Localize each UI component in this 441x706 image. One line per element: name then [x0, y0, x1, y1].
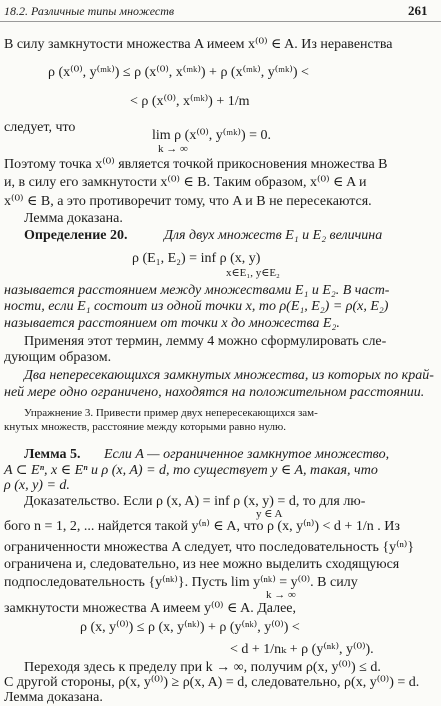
formula-line: < ρ (x⁽⁰⁾, x⁽ᵐᵏ⁾) + 1/m	[130, 94, 250, 109]
formula-subscript: x∈E₁, y∈E₂	[226, 267, 280, 279]
page-number: 261	[408, 3, 428, 18]
text-line: В силу замкнутости множества A имеем x⁽⁰⁾ ∈ A. Из неравенства	[4, 37, 393, 52]
formula-line: lim ρ (x⁽⁰⁾, y⁽ᵐᵏ⁾) = 0.	[152, 128, 271, 143]
formula-line: ρ (E₁, E₂) = inf ρ (x, y)	[132, 251, 261, 266]
text-line: замкнутости множества A имеем y⁽⁰⁾ ∈ A. Далее,	[4, 601, 296, 616]
text-line: Лемма доказана.	[4, 690, 103, 705]
text-line: подпоследовательность {y⁽ⁿᵏ⁾}. Пусть lim y⁽ⁿᵏ⁾ = y⁽⁰⁾. В силу	[4, 575, 358, 590]
definition-heading: Определение 20.	[24, 228, 128, 243]
text-line: Лемма доказана.	[24, 211, 123, 226]
header-rule	[0, 21, 441, 22]
formula-subscript: k → ∞	[158, 143, 188, 155]
text-line: называется расстоянием от точки x до множества E₂.	[4, 316, 340, 331]
lemma-text: Если A — ограниченное замкнутое множество,	[104, 447, 390, 462]
text-line: называется расстоянием между множествами E₁ и E₂. В част-	[4, 283, 390, 298]
text-line: ности, если E₁ состоит из одной точки x, то ρ(E₁, E₂) = ρ(x, E₂)	[4, 299, 389, 314]
definition-text: Для двух множеств E₁ и E₂ величина	[164, 228, 383, 243]
text-line: ограниченности множества A следует, что последовательность {y⁽ⁿ⁾}	[4, 540, 415, 555]
text-line: Переходя здесь к пределу при k → ∞, получим ρ(x, y⁽⁰⁾) ≤ d.	[24, 660, 381, 675]
formula-line: < d + 1/nₖ + ρ (y⁽ⁿᵏ⁾, y⁽⁰⁾).	[230, 642, 374, 657]
exercise-line: Упражнение 3. Привести пример двух непересекающихся зам-	[24, 407, 318, 419]
formula-line: ρ (x, y⁽⁰⁾) ≤ ρ (x, y⁽ⁿᵏ⁾) + ρ (y⁽ⁿᵏ⁾, y⁽⁰⁾) <	[80, 620, 300, 635]
text-line: Два непересекающихся замкнутых множества, из которых по край-	[24, 368, 434, 383]
formula-subscript: k → ∞	[266, 589, 296, 601]
formula-line: ρ (x⁽⁰⁾, y⁽ᵐᵏ⁾) ≤ ρ (x⁽⁰⁾, x⁽ᵐᵏ⁾) + ρ (x⁽ᵐᵏ⁾, y⁽ᵐᵏ⁾) <	[48, 65, 309, 80]
text-line: Применяя этот термин, лемму 4 можно сформулировать сле-	[24, 334, 387, 349]
text-line: следует, что	[4, 120, 76, 135]
formula-subscript: y ∈ A	[256, 508, 283, 520]
text-line: ней мере одно ограничено, находятся на положительном расстоянии.	[4, 385, 425, 400]
running-header: 18.2. Различные типы множеств	[4, 4, 175, 18]
text-line: и, в силу его замкнутости x⁽⁰⁾ ∈ B. Таким образом, x⁽⁰⁾ ∈ A и	[4, 175, 367, 190]
text-line: С другой стороны, ρ(x, y⁽⁰⁾) ≥ ρ(x, A) = d, следовательно, ρ(x, y⁽⁰⁾) = d.	[4, 675, 420, 690]
text-line: дующим образом.	[4, 350, 112, 365]
text-line: ограничена и, следовательно, из нее можно выделить сходящуюся	[4, 557, 400, 572]
text-line: Доказательство. Если ρ (x, A) = inf ρ (x, y) = d, то для лю-	[24, 494, 366, 509]
text-line: A ⊂ Eⁿ, x ∈ Eⁿ и ρ (x, A) = d, то существует y ∈ A, такая, что	[4, 463, 378, 478]
text-line: бого n = 1, 2, ... найдется такой y⁽ⁿ⁾ ∈ A, что ρ (x, y⁽ⁿ⁾) < d + 1/n . Из	[4, 519, 400, 534]
text-line: ρ (x, y) = d.	[4, 478, 70, 493]
text-line: x⁽⁰⁾ ∈ B, а это противоречит тому, что A и B не пересекаются.	[4, 194, 372, 209]
text-line: Поэтому точка x⁽⁰⁾ является точкой прикосновения множества B	[4, 157, 388, 172]
exercise-line: кнутых множеств, расстояние между которыми равно нулю.	[4, 421, 286, 433]
lemma-heading: Лемма 5.	[24, 447, 81, 462]
